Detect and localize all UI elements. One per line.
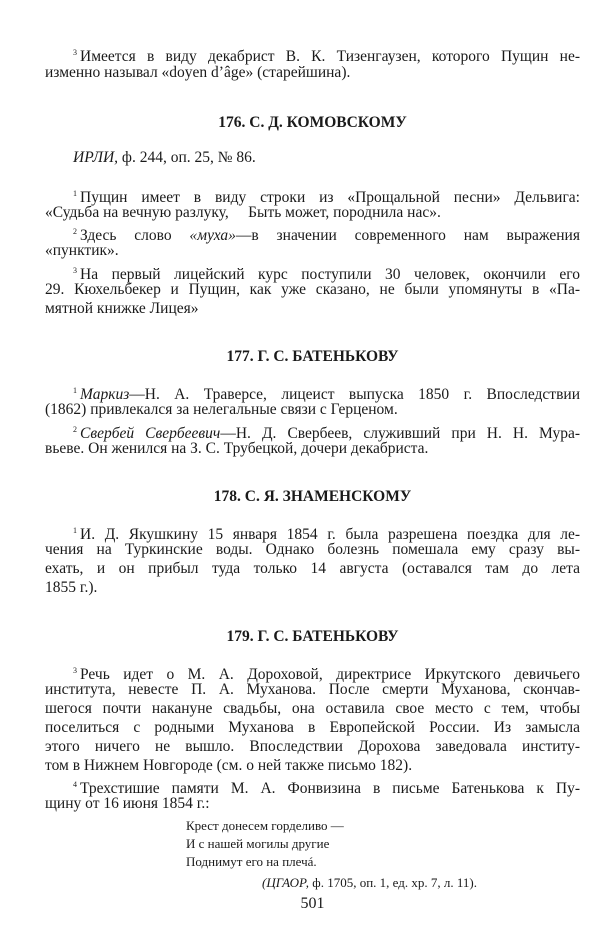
footnote-marker: 4 <box>73 780 77 789</box>
poem-line: Крест донесем горделиво — <box>186 818 344 833</box>
section-heading-178: 178. С. Я. ЗНАМЕНСКОМУ <box>213 488 412 505</box>
footnote-marker: 3 <box>73 48 77 57</box>
italic-term: Маркиз <box>80 386 130 403</box>
footnote-marker: 1 <box>73 189 77 198</box>
text: Имеется в виду декабрист В. К. Тизенгаузен, которого Пущин не- <box>80 48 580 65</box>
archive-reference <box>262 874 477 892</box>
archive-name: ИРЛИ, <box>73 149 119 166</box>
footnote-marker: 3 <box>73 666 77 675</box>
text: И. Д. Якушкину 15 января 1854 г. была разрешена поездка для ле- <box>80 526 580 543</box>
footnote-marker: 2 <box>73 227 77 236</box>
text: —Н. Д. Свербеев, служивший при Н. Н. Мура- <box>220 425 580 442</box>
archive-ref: ф. 244, оп. 25, № 86. <box>118 149 256 166</box>
footnote-marker: 1 <box>73 386 77 395</box>
archive-source <box>73 148 580 167</box>
text-line: поселиться с родными Муханова в Европейской России. Из замысла <box>45 719 580 736</box>
footnote-marker: 3 <box>73 266 77 275</box>
text-line: (1862) привлекался за нелегальные связи с Герценом. <box>45 401 398 418</box>
text-line: чения на Туркинские воды. Однако болезнь помешала ему сразу вы- <box>45 541 580 558</box>
text-line: 1855 г.). <box>45 579 98 596</box>
page-number: 501 <box>300 895 325 912</box>
text: —Н. А. Траверсе, лицеист выпуска 1850 г. Впоследствии <box>129 386 580 403</box>
text-line: мятной книжке Лицея» <box>45 300 199 317</box>
text-line: «пунктик». <box>45 242 119 259</box>
text: —в значении современного нам выражения <box>235 227 580 244</box>
section-heading-179: 179. Г. С. БАТЕНЬКОВУ <box>226 628 399 645</box>
text: Трехстишие памяти М. А. Фонвизина в письме Батенькова к Пу- <box>80 780 580 797</box>
archive-name: (ЦГАОР, <box>262 875 310 890</box>
text: Пущин имеет в виду строки из «Прощальной песни» Дельвига: <box>80 189 580 206</box>
italic-term: «муха» <box>189 227 236 244</box>
section-heading-176: 176. С. Д. КОМОВСКОМУ <box>218 114 407 131</box>
poem-line: Поднимут его на плечá. <box>186 854 317 869</box>
text-line: этого ничего не вышло. Впоследствии Дорохова заведовала институ- <box>45 738 580 755</box>
poem-line: И с нашей могилы другие <box>186 836 330 851</box>
text-line: ехать, и он прибыл туда только 14 августа (оставался там до лета <box>45 560 580 577</box>
text-line: изменно называл «doyen d’âge» (старейшина). <box>45 64 351 81</box>
text-line: шегося почти накануне свадьбы, она оставила свое место с тем, чтобы <box>45 700 580 717</box>
archive-ref: ф. 1705, оп. 1, ед. хр. 7, л. 11). <box>309 875 477 890</box>
text: Речь идет о М. А. Дороховой, директрисе Иркутского девичьего <box>80 666 580 683</box>
text-line: института, невесте П. А. Муханова. После смерти Муханова, скончав- <box>45 681 580 698</box>
text-line: «Судьба на вечную разлуку, Быть может, породнила нас». <box>45 204 441 221</box>
text-line: 29. Кюхельбекер и Пущин, как уже сказано, не были упомянуты в «Па- <box>45 281 580 298</box>
footnote-marker: 2 <box>73 425 77 434</box>
text-line: том в Нижнем Новгороде (см. о ней также письмо 182). <box>45 757 413 774</box>
footnote-marker: 1 <box>73 526 77 535</box>
text: Здесь слово <box>80 227 190 244</box>
text-line: вьеве. Он женился на З. С. Трубецкой, дочери декабриста. <box>45 440 429 457</box>
text-line: щину от 16 июня 1854 г.: <box>45 795 210 812</box>
text: На первый лицейский курс поступили 30 человек, окончили его <box>80 266 580 283</box>
italic-term: Свербей Свербеевич <box>80 425 221 442</box>
section-heading-177: 177. Г. С. БАТЕНЬКОВУ <box>226 348 399 365</box>
